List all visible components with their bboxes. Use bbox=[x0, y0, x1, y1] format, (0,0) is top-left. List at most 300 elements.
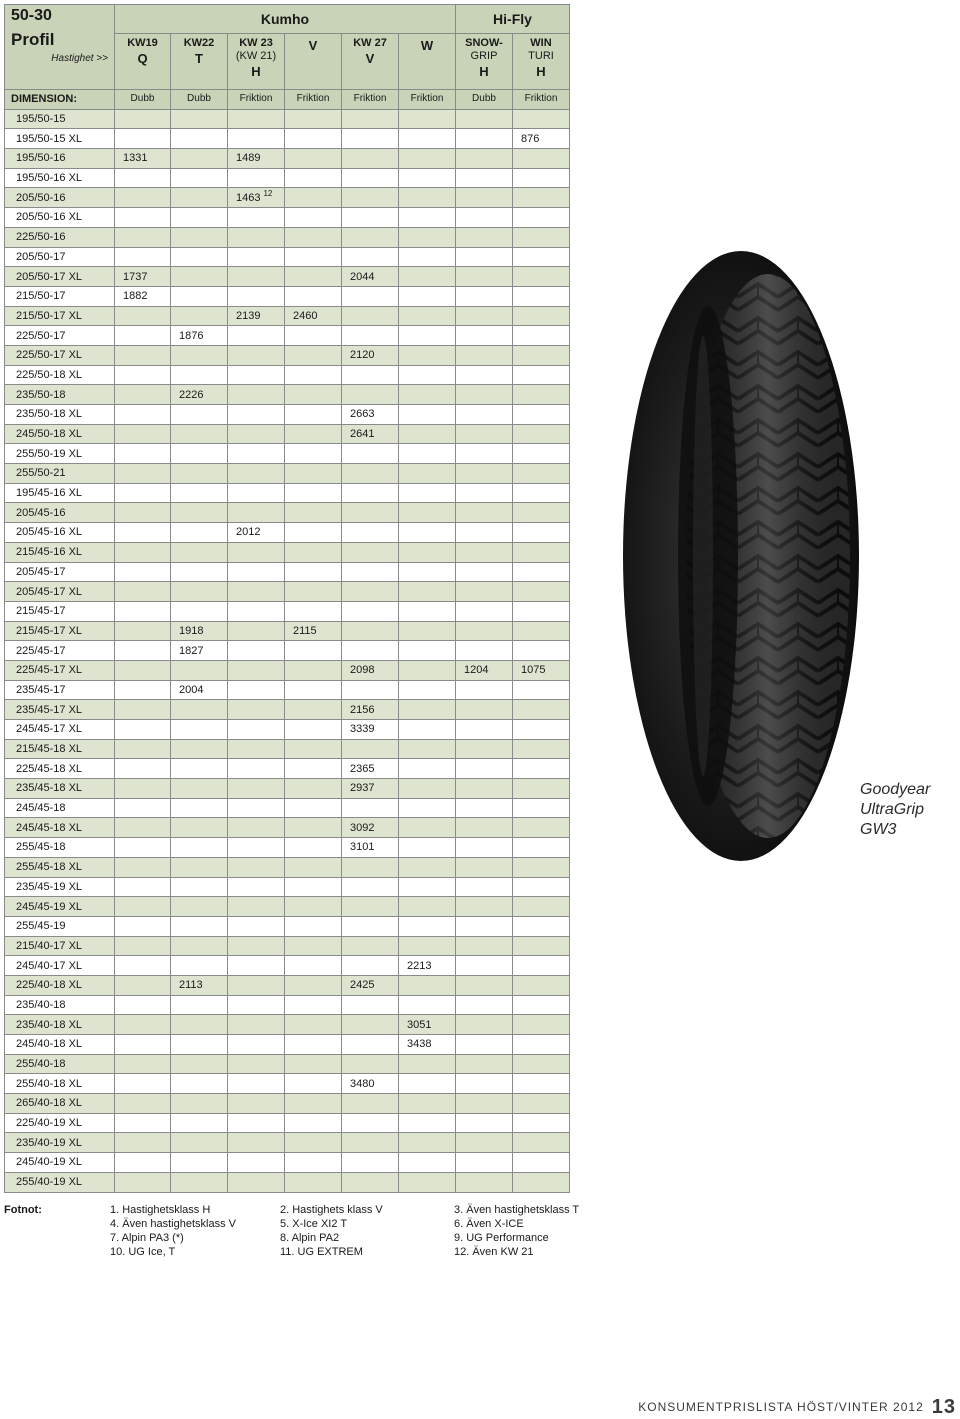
price-cell bbox=[399, 779, 456, 799]
dimension-cell: 225/45-17 bbox=[5, 641, 115, 661]
dimension-cell: 195/50-16 bbox=[5, 149, 115, 169]
price-cell bbox=[342, 798, 399, 818]
table-row bbox=[5, 1113, 570, 1133]
price-cell bbox=[115, 660, 171, 680]
price-value: 2156 bbox=[350, 703, 375, 716]
tire-type-1: Dubb bbox=[171, 90, 228, 110]
price-cell bbox=[342, 1074, 399, 1094]
model-header-7 bbox=[513, 34, 570, 90]
dimension-cell: 225/50-17 XL bbox=[5, 345, 115, 365]
table-row bbox=[5, 208, 570, 228]
table-row bbox=[5, 1172, 570, 1192]
price-cell bbox=[171, 857, 228, 877]
price-cell bbox=[399, 168, 456, 188]
price-cell bbox=[342, 1015, 399, 1035]
price-cell bbox=[171, 464, 228, 484]
dimension-cell: 195/50-15 XL bbox=[5, 129, 115, 149]
price-cell bbox=[399, 1054, 456, 1074]
table-row bbox=[5, 641, 570, 661]
price-cell bbox=[513, 582, 570, 602]
table-row bbox=[5, 759, 570, 779]
price-value: 2012 bbox=[236, 526, 261, 539]
table-row bbox=[5, 385, 570, 405]
price-cell bbox=[228, 582, 285, 602]
table-row bbox=[5, 523, 570, 543]
price-cell bbox=[399, 444, 456, 464]
price-cell bbox=[456, 227, 513, 247]
price-cell bbox=[115, 1074, 171, 1094]
price-cell bbox=[228, 247, 285, 267]
speed-class: H bbox=[251, 64, 261, 79]
price-cell bbox=[342, 562, 399, 582]
price-cell bbox=[342, 109, 399, 129]
price-cell bbox=[342, 385, 399, 405]
price-cell bbox=[456, 995, 513, 1015]
footnote-item: 7. Alpin PA3 (*) bbox=[110, 1232, 184, 1244]
price-cell bbox=[115, 247, 171, 267]
dimension-cell: 235/50-18 XL bbox=[5, 405, 115, 425]
price-cell bbox=[228, 956, 285, 976]
price-cell bbox=[399, 503, 456, 523]
price-value: 1882 bbox=[123, 290, 148, 303]
price-cell bbox=[115, 759, 171, 779]
price-cell bbox=[228, 660, 285, 680]
footer-title: KONSUMENTPRISLISTA HÖST/VINTER 2012 bbox=[638, 1400, 924, 1414]
price-cell bbox=[399, 739, 456, 759]
price-value: 2641 bbox=[350, 428, 375, 441]
footnote-item: 6. Även X-ICE bbox=[454, 1218, 524, 1230]
price-cell bbox=[342, 286, 399, 306]
price-cell bbox=[456, 956, 513, 976]
price-cell bbox=[171, 621, 228, 641]
price-cell bbox=[456, 1153, 513, 1173]
price-cell bbox=[399, 759, 456, 779]
price-cell bbox=[399, 897, 456, 917]
price-cell bbox=[228, 523, 285, 543]
tire-type-3: Friktion bbox=[285, 90, 342, 110]
price-cell bbox=[228, 779, 285, 799]
price-cell bbox=[513, 424, 570, 444]
price-cell bbox=[228, 936, 285, 956]
price-cell bbox=[513, 405, 570, 425]
price-cell bbox=[513, 956, 570, 976]
price-cell bbox=[115, 818, 171, 838]
price-cell bbox=[285, 483, 342, 503]
price-cell bbox=[171, 838, 228, 858]
price-cell bbox=[228, 129, 285, 149]
dimension-cell: 255/45-19 bbox=[5, 916, 115, 936]
price-cell bbox=[115, 444, 171, 464]
price-cell bbox=[399, 424, 456, 444]
table-row bbox=[5, 621, 570, 641]
price-cell bbox=[285, 385, 342, 405]
price-cell bbox=[171, 582, 228, 602]
price-cell bbox=[171, 208, 228, 228]
price-cell bbox=[399, 1074, 456, 1094]
table-row bbox=[5, 1133, 570, 1153]
price-cell bbox=[399, 483, 456, 503]
price-cell bbox=[115, 700, 171, 720]
price-cell bbox=[513, 975, 570, 995]
price-cell bbox=[513, 660, 570, 680]
price-cell bbox=[513, 1074, 570, 1094]
price-cell bbox=[115, 641, 171, 661]
price-cell bbox=[115, 1015, 171, 1035]
price-cell bbox=[513, 1153, 570, 1173]
price-cell bbox=[171, 1035, 228, 1055]
price-value: 2113 bbox=[179, 979, 203, 992]
price-cell bbox=[342, 897, 399, 917]
price-cell bbox=[285, 1074, 342, 1094]
table-row bbox=[5, 503, 570, 523]
price-cell bbox=[285, 857, 342, 877]
price-cell bbox=[342, 779, 399, 799]
price-cell bbox=[115, 720, 171, 740]
price-value: 2937 bbox=[350, 782, 375, 795]
price-cell bbox=[513, 1172, 570, 1192]
price-cell bbox=[171, 660, 228, 680]
price-cell bbox=[513, 562, 570, 582]
dimension-cell: 205/45-16 XL bbox=[5, 523, 115, 543]
table-row bbox=[5, 739, 570, 759]
price-cell bbox=[399, 326, 456, 346]
dimension-cell: 205/45-16 bbox=[5, 503, 115, 523]
price-cell bbox=[228, 975, 285, 995]
table-row bbox=[5, 680, 570, 700]
price-cell bbox=[285, 405, 342, 425]
price-cell bbox=[228, 405, 285, 425]
price-cell bbox=[115, 424, 171, 444]
price-cell bbox=[171, 700, 228, 720]
price-cell bbox=[285, 582, 342, 602]
price-cell bbox=[171, 365, 228, 385]
price-cell bbox=[285, 542, 342, 562]
price-cell bbox=[171, 1094, 228, 1114]
price-cell bbox=[171, 720, 228, 740]
price-cell bbox=[285, 208, 342, 228]
price-cell bbox=[342, 601, 399, 621]
table-row bbox=[5, 877, 570, 897]
price-cell bbox=[171, 798, 228, 818]
price-cell bbox=[399, 680, 456, 700]
price-cell bbox=[115, 857, 171, 877]
price-cell bbox=[456, 129, 513, 149]
price-cell bbox=[342, 680, 399, 700]
price-cell bbox=[513, 503, 570, 523]
price-cell bbox=[171, 562, 228, 582]
price-cell bbox=[285, 1054, 342, 1074]
price-cell bbox=[513, 109, 570, 129]
price-cell bbox=[115, 385, 171, 405]
dimension-cell: 255/40-19 XL bbox=[5, 1172, 115, 1192]
price-cell bbox=[399, 542, 456, 562]
tire-variant: GW3 bbox=[860, 821, 897, 838]
price-cell bbox=[228, 326, 285, 346]
dimension-cell: 215/45-17 bbox=[5, 601, 115, 621]
price-cell bbox=[399, 956, 456, 976]
dimension-cell: 255/50-21 bbox=[5, 464, 115, 484]
price-value: 2213 bbox=[407, 959, 432, 972]
price-cell bbox=[171, 188, 228, 208]
price-cell bbox=[285, 109, 342, 129]
price-cell bbox=[342, 267, 399, 287]
price-cell bbox=[513, 385, 570, 405]
price-cell bbox=[456, 444, 513, 464]
footnote-item: 3. Även hastighetsklass T bbox=[454, 1204, 580, 1216]
price-cell bbox=[456, 779, 513, 799]
tire-image bbox=[618, 246, 864, 866]
table-row bbox=[5, 1153, 570, 1173]
price-cell bbox=[513, 208, 570, 228]
price-cell bbox=[513, 464, 570, 484]
price-cell bbox=[115, 916, 171, 936]
price-cell bbox=[285, 739, 342, 759]
price-cell bbox=[342, 1054, 399, 1074]
price-cell bbox=[285, 1113, 342, 1133]
price-cell bbox=[456, 680, 513, 700]
price-cell bbox=[115, 680, 171, 700]
tire-type-7: Friktion bbox=[513, 90, 570, 110]
price-cell bbox=[115, 1113, 171, 1133]
dimension-cell: 195/50-15 bbox=[5, 109, 115, 129]
price-cell bbox=[513, 227, 570, 247]
dimension-cell: 225/50-17 bbox=[5, 326, 115, 346]
price-cell bbox=[456, 562, 513, 582]
price-value: 2365 bbox=[350, 762, 375, 775]
price-cell bbox=[285, 936, 342, 956]
price-cell bbox=[285, 129, 342, 149]
price-cell bbox=[399, 464, 456, 484]
price-cell bbox=[513, 739, 570, 759]
price-cell bbox=[228, 897, 285, 917]
price-cell bbox=[228, 1054, 285, 1074]
price-value: 2226 bbox=[179, 388, 204, 401]
dimension-cell: 255/45-18 bbox=[5, 838, 115, 858]
dimension-cell: 225/45-17 XL bbox=[5, 660, 115, 680]
price-cell bbox=[115, 1172, 171, 1192]
price-cell bbox=[285, 227, 342, 247]
price-cell bbox=[171, 897, 228, 917]
price-cell bbox=[513, 542, 570, 562]
price-cell bbox=[456, 897, 513, 917]
price-cell bbox=[399, 267, 456, 287]
dimension-cell: 235/45-18 XL bbox=[5, 779, 115, 799]
price-cell bbox=[115, 286, 171, 306]
dimension-cell: 245/45-18 XL bbox=[5, 818, 115, 838]
price-value: 3101 bbox=[350, 841, 375, 854]
price-cell bbox=[456, 936, 513, 956]
price-cell bbox=[285, 286, 342, 306]
footnote-item: 2. Hastighets klass V bbox=[280, 1204, 383, 1216]
table-row bbox=[5, 286, 570, 306]
dimension-cell: 215/45-16 XL bbox=[5, 542, 115, 562]
price-cell bbox=[285, 916, 342, 936]
model-header-3 bbox=[285, 34, 342, 90]
price-cell bbox=[285, 267, 342, 287]
price-cell bbox=[342, 995, 399, 1015]
price-cell bbox=[115, 582, 171, 602]
table-row bbox=[5, 109, 570, 129]
price-cell bbox=[456, 326, 513, 346]
price-cell bbox=[456, 286, 513, 306]
price-cell bbox=[456, 641, 513, 661]
dimension-cell: 205/50-17 bbox=[5, 247, 115, 267]
price-cell bbox=[115, 601, 171, 621]
price-cell bbox=[285, 247, 342, 267]
dimension-cell: 235/40-18 XL bbox=[5, 1015, 115, 1035]
price-cell bbox=[285, 877, 342, 897]
price-cell bbox=[285, 523, 342, 543]
price-cell bbox=[228, 444, 285, 464]
price-cell bbox=[342, 208, 399, 228]
price-cell bbox=[171, 286, 228, 306]
price-cell bbox=[228, 739, 285, 759]
price-cell bbox=[228, 542, 285, 562]
price-cell bbox=[228, 424, 285, 444]
price-cell bbox=[456, 503, 513, 523]
price-cell bbox=[399, 936, 456, 956]
model-name: KW22 bbox=[183, 37, 215, 49]
price-cell bbox=[228, 916, 285, 936]
price-cell bbox=[342, 129, 399, 149]
price-cell bbox=[285, 995, 342, 1015]
price-value: 2460 bbox=[293, 309, 318, 322]
price-cell bbox=[171, 1054, 228, 1074]
price-value: 1737 bbox=[123, 270, 148, 283]
dimension-cell: 205/50-17 XL bbox=[5, 267, 115, 287]
price-cell bbox=[285, 759, 342, 779]
price-cell bbox=[171, 444, 228, 464]
price-cell bbox=[456, 975, 513, 995]
price-cell bbox=[456, 365, 513, 385]
brand-kumho: Kumho bbox=[115, 5, 456, 34]
price-cell bbox=[285, 1035, 342, 1055]
price-value: 1876 bbox=[179, 329, 204, 342]
price-value: 2044 bbox=[350, 270, 375, 283]
price-cell bbox=[513, 1035, 570, 1055]
price-cell bbox=[171, 1133, 228, 1153]
dimension-cell: 255/50-19 XL bbox=[5, 444, 115, 464]
profile-corner-cell bbox=[5, 5, 115, 90]
price-cell bbox=[228, 149, 285, 169]
price-cell bbox=[228, 188, 285, 208]
price-cell bbox=[285, 641, 342, 661]
tire-type-0: Dubb bbox=[115, 90, 171, 110]
price-cell bbox=[115, 542, 171, 562]
table-row bbox=[5, 1035, 570, 1055]
price-cell bbox=[456, 700, 513, 720]
price-cell bbox=[285, 326, 342, 346]
price-cell bbox=[228, 838, 285, 858]
dimension-cell: 225/50-18 XL bbox=[5, 365, 115, 385]
price-cell bbox=[456, 621, 513, 641]
price-cell bbox=[399, 562, 456, 582]
price-cell bbox=[513, 897, 570, 917]
price-cell bbox=[342, 503, 399, 523]
price-cell bbox=[513, 247, 570, 267]
price-cell bbox=[115, 838, 171, 858]
dimension-cell: 215/50-17 bbox=[5, 286, 115, 306]
price-cell bbox=[115, 1035, 171, 1055]
price-cell bbox=[115, 503, 171, 523]
dimension-cell: 255/40-18 bbox=[5, 1054, 115, 1074]
price-cell bbox=[285, 818, 342, 838]
price-cell bbox=[399, 1153, 456, 1173]
price-cell bbox=[513, 345, 570, 365]
price-cell bbox=[228, 1035, 285, 1055]
table-row bbox=[5, 247, 570, 267]
price-cell bbox=[171, 345, 228, 365]
price-cell bbox=[115, 326, 171, 346]
price-cell bbox=[115, 1094, 171, 1114]
table-row bbox=[5, 444, 570, 464]
speed-class: V bbox=[308, 38, 318, 53]
dimension-cell: 245/45-17 XL bbox=[5, 720, 115, 740]
price-value: 2098 bbox=[350, 664, 375, 677]
table-row bbox=[5, 798, 570, 818]
table-row bbox=[5, 700, 570, 720]
table-row bbox=[5, 582, 570, 602]
price-cell bbox=[399, 385, 456, 405]
price-cell bbox=[399, 365, 456, 385]
price-value: 1463 bbox=[236, 191, 261, 204]
speed-class: H bbox=[536, 64, 546, 79]
dimension-cell: 255/45-18 XL bbox=[5, 857, 115, 877]
price-cell bbox=[456, 405, 513, 425]
price-cell bbox=[115, 267, 171, 287]
price-cell bbox=[456, 601, 513, 621]
price-cell bbox=[399, 306, 456, 326]
model-header-5 bbox=[399, 34, 456, 90]
footnote-item: 8. Alpin PA2 bbox=[280, 1232, 340, 1244]
price-value: 2663 bbox=[350, 408, 375, 421]
table-row bbox=[5, 267, 570, 287]
dimension-cell: 235/40-19 XL bbox=[5, 1133, 115, 1153]
price-cell bbox=[228, 503, 285, 523]
price-cell bbox=[228, 286, 285, 306]
price-cell bbox=[228, 267, 285, 287]
model-header-6 bbox=[456, 34, 513, 90]
model-subname: GRIP bbox=[470, 50, 498, 62]
price-cell bbox=[228, 1074, 285, 1094]
price-cell bbox=[228, 365, 285, 385]
price-cell bbox=[228, 109, 285, 129]
model-header-1 bbox=[171, 34, 228, 90]
price-cell bbox=[342, 306, 399, 326]
dimension-cell: 215/50-17 XL bbox=[5, 306, 115, 326]
price-cell bbox=[513, 916, 570, 936]
dimension-cell: 265/40-18 XL bbox=[5, 1094, 115, 1114]
price-table bbox=[4, 4, 570, 1193]
dimension-cell: 225/45-18 XL bbox=[5, 759, 115, 779]
price-cell bbox=[513, 936, 570, 956]
price-cell bbox=[513, 720, 570, 740]
price-cell bbox=[285, 700, 342, 720]
price-cell bbox=[228, 720, 285, 740]
price-cell bbox=[228, 818, 285, 838]
price-cell bbox=[456, 1172, 513, 1192]
price-cell bbox=[513, 483, 570, 503]
dimension-cell: 235/45-17 bbox=[5, 680, 115, 700]
price-cell bbox=[399, 1015, 456, 1035]
price-cell bbox=[171, 149, 228, 169]
price-cell bbox=[399, 523, 456, 543]
table-row bbox=[5, 779, 570, 799]
model-header-4 bbox=[342, 34, 399, 90]
table-row bbox=[5, 227, 570, 247]
price-cell bbox=[399, 227, 456, 247]
price-cell bbox=[171, 129, 228, 149]
